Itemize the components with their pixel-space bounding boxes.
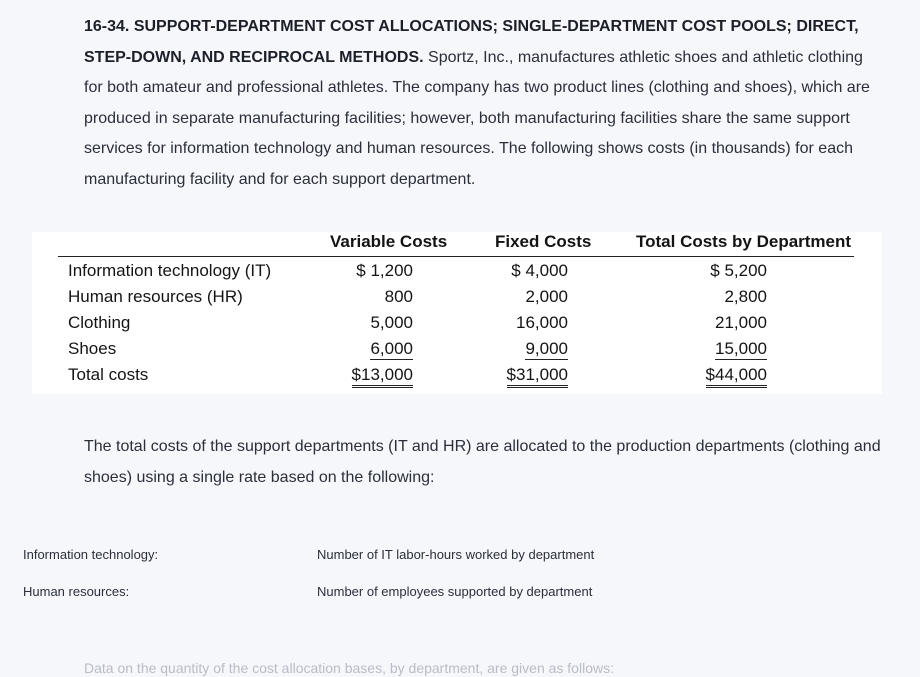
- cost-table: [32, 232, 882, 394]
- row-label-clothing: Clothing: [68, 313, 131, 332]
- cell-shoes-variable: 6,000: [370, 339, 413, 358]
- row-label-it: Information technology (IT): [68, 261, 272, 280]
- basis-measure-hr: Number of employees supported by department: [317, 584, 593, 599]
- cell-clothing-total: 21,000: [715, 313, 767, 332]
- problem-heading: 16-34. SUPPORT-DEPARTMENT COST ALLOCATIONS; SINGLE-DEPARTMENT COST POOLS; DIRECT, STEP-DOWN, AND RECIPROCAL METHODS.: [84, 18, 859, 66]
- cell-total-variable: $13,000: [352, 365, 413, 388]
- cell-shoes-fixed: 9,000: [525, 339, 568, 358]
- cell-it-fixed: $ 4,000: [511, 261, 568, 280]
- allocation-paragraph: The total costs of the support departments (IT and HR) are allocated to the production departments (clothing and shoes) using a single rate based on the following:: [84, 438, 881, 486]
- cell-clothing-fixed: 16,000: [516, 313, 568, 332]
- cell-total-total: $44,000: [706, 365, 767, 388]
- cell-clothing-variable: 5,000: [370, 313, 413, 332]
- basis-dept-it: Information technology:: [23, 547, 159, 562]
- row-label-hr: Human resources (HR): [68, 287, 243, 306]
- basis-measure-it: Number of IT labor-hours worked by department: [317, 547, 595, 562]
- cell-hr-total: 2,800: [724, 287, 767, 306]
- header-fixed-costs: Fixed Costs: [495, 232, 592, 251]
- header-variable-costs: Variable Costs: [330, 232, 448, 251]
- cell-it-total: $ 5,200: [710, 261, 767, 280]
- cell-total-fixed: $31,000: [507, 365, 568, 388]
- cell-shoes-total: 15,000: [715, 339, 767, 358]
- row-label-total: Total costs: [68, 365, 149, 384]
- cell-hr-fixed: 2,000: [525, 287, 568, 306]
- problem-body: Sportz, Inc., manufactures athletic shoes and athletic clothing for both amateur and professional athletes. The company has two product lines (clothing and shoes), which are produced in separate manufacturing facilities; however, both manufacturing facilities share the same support services for information technology and human resources. The following shows costs (in thousands) for each manufacturing facility and for each support department.: [84, 48, 870, 188]
- problem-statement: [84, 12, 884, 195]
- footer-faded-text: Data on the quantity of the cost allocation bases, by department, are given as follows:: [84, 660, 614, 676]
- cell-hr-variable: 800: [384, 287, 413, 306]
- cell-it-variable: $ 1,200: [356, 261, 413, 280]
- row-label-shoes: Shoes: [68, 339, 117, 358]
- basis-dept-hr: Human resources:: [23, 584, 130, 599]
- header-total-costs: Total Costs by Department: [636, 232, 852, 251]
- header-rule: [58, 256, 854, 257]
